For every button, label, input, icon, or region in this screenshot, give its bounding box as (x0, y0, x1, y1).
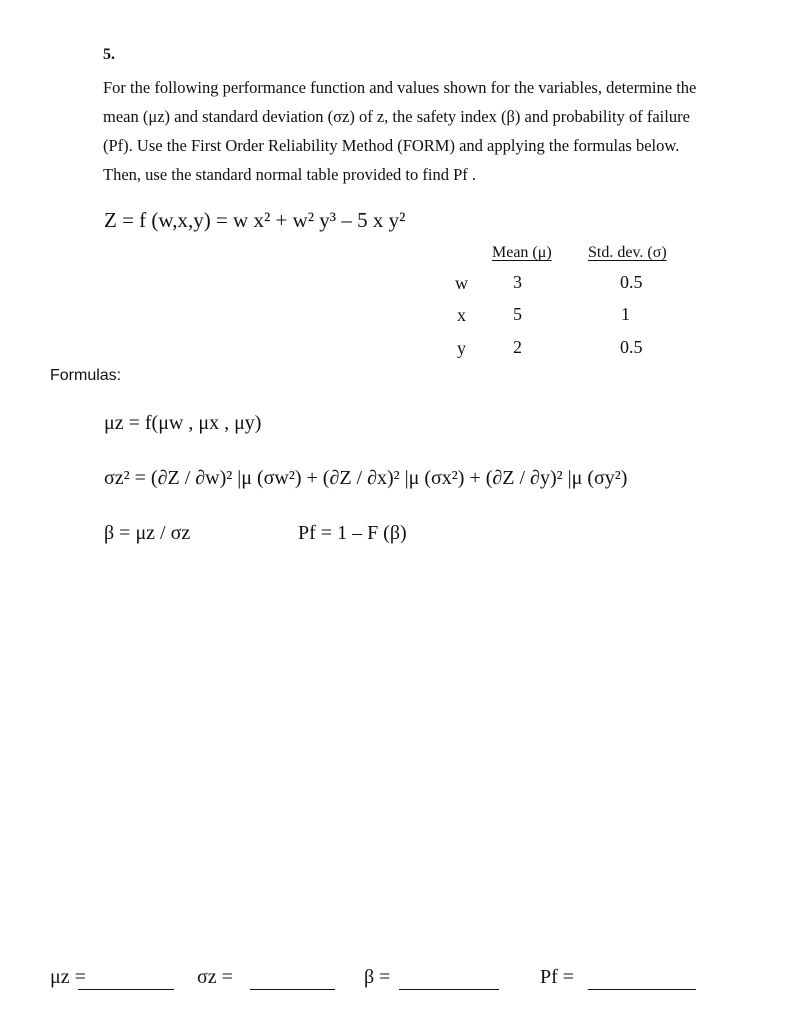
answer-probability-failure-label: Pf = (540, 966, 575, 988)
formula-safety-index: β = μz / σz (104, 522, 191, 544)
problem-number: 5. (103, 46, 115, 63)
problem-line-4: Then, use the standard normal table provided to find Pf . (103, 165, 476, 184)
table-row-mean: 3 (513, 272, 522, 292)
table-row-std: 0.5 (620, 272, 643, 292)
answer-std-dev (197, 966, 233, 989)
formula-std-dev: σz² = (∂Z / ∂w)² |μ (σw²) + (∂Z / ∂x)² |μ (σx²) + (∂Z / ∂y)² |μ (σy²) (104, 467, 628, 489)
performance-function: Z = f (w,x,y) = w x² + w² y³ – 5 x y² (104, 208, 406, 232)
answer-safety-index (364, 966, 390, 989)
answer-mean (50, 966, 86, 989)
answer-safety-index-label: β = (364, 966, 391, 988)
formula-mean: μz = f(μw , μx , μy) (104, 412, 262, 434)
answer-probability-failure-blank[interactable] (588, 988, 696, 990)
table-row-std: 1 (621, 304, 630, 324)
table-row-mean: 2 (513, 337, 522, 357)
formulas-label: Formulas: (50, 367, 122, 384)
table-row-var: y (457, 338, 466, 358)
problem-line-1: For the following performance function and values shown for the variables, determine the (103, 78, 697, 97)
answer-mean-blank[interactable] (78, 988, 174, 990)
table-row-var: w (455, 273, 468, 293)
table-header-std: Std. dev. (σ) (588, 244, 667, 261)
table-row-mean: 5 (513, 304, 522, 324)
problem-statement (103, 73, 793, 189)
answer-std-dev-blank[interactable] (250, 988, 335, 990)
answer-safety-index-blank[interactable] (399, 988, 499, 990)
formula-probability-failure: Pf = 1 – F (β) (298, 522, 407, 544)
problem-line-3: (Pf). Use the First Order Reliability Method (FORM) and applying the formulas below. (103, 136, 680, 155)
answer-mean-label: μz = (50, 966, 86, 988)
table-row-var: x (457, 305, 466, 325)
table-row-std: 0.5 (620, 337, 643, 357)
answer-std-dev-label: σz = (197, 966, 233, 988)
answer-probability-failure (540, 966, 574, 989)
problem-line-2: mean (μz) and standard deviation (σz) of z, the safety index (β) and probability of failure (103, 107, 690, 126)
table-header-mean: Mean (μ) (492, 244, 552, 261)
